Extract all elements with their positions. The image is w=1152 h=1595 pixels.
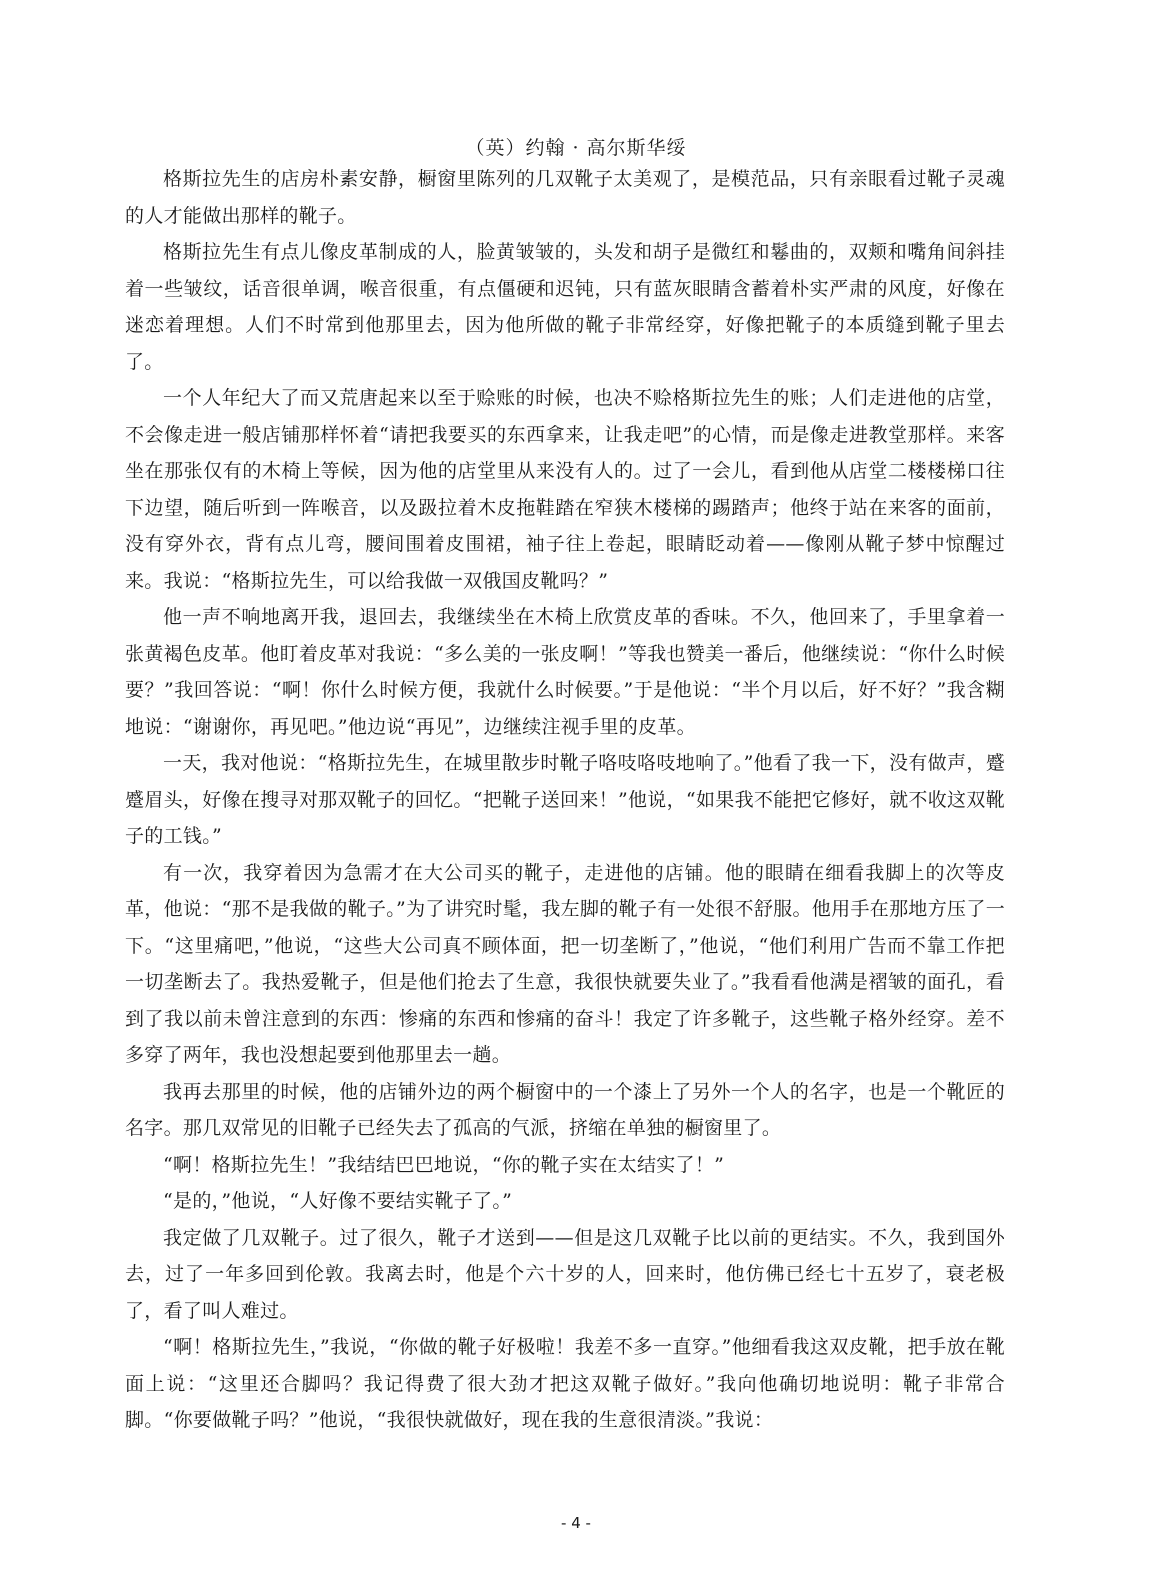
paragraph: 格斯拉先生有点儿像皮革制成的人，脸黄皱皱的，头发和胡子是微红和鬈曲的，双颊和嘴角间斜挂着一些皱纹，话音很单调，喉音很重，有点僵硬和迟钝，只有蓝灰眼睛含蓄着朴实严肃的风度，好像在迷恋着理想。人们不时常到他那里去，因为他所做的靴子非常经穿，好像把靴子的本质缝到靴子里去了。 [125,241,1005,373]
page-number: - 4 - [561,1514,591,1532]
paragraph: 格斯拉先生的店房朴素安静，橱窗里陈列的几双靴子太美观了，是模范品，只有亲眼看过靴子灵魂的人才能做出那样的靴子。 [125,168,1005,227]
paragraph: 我再去那里的时候，他的店铺外边的两个橱窗中的一个漆上了另外一个人的名字，也是一个靴匠的名字。那几双常见的旧靴子已经失去了孤高的气派，挤缩在单独的橱窗里了。 [125,1080,1005,1139]
paragraph: 有一次，我穿着因为急需才在大公司买的靴子，走进他的店铺。他的眼睛在细看我脚上的次等皮革，他说：“那不是我做的靴子。”为了讲究时髦，我左脚的靴子有一处很不舒服。他用手在那地方压了一下。“这里痛吧，”他说，“这些大公司真不顾体面，把一切垄断了，”他说，“他们利用广告而不靠工作把一切垄断去了。我热爱靴子，但是他们抢去了生意，我很快就要失业了。”我看看他满是褶皱的面孔，看到了我以前未曾注意到的东西：惨痛的东西和惨痛的奋斗！我定了许多靴子，这些靴子格外经穿。差不多穿了两年，我也没想起要到他那里去一趟。 [125,861,1005,1066]
paragraph: “是的，”他说，“人好像不要结实靴子了。” [163,1190,513,1212]
story-body [125,161,1005,1439]
paragraph: 他一声不响地离开我，退回去，我继续坐在木椅上欣赏皮革的香味。不久，他回来了，手里拿着一张黄褐色皮革。他盯着皮革对我说：“多么美的一张皮啊！”等我也赞美一番后，他继续说：“你什么时候要？”我回答说：“啊！你什么时候方便，我就什么时候要。”于是他说：“半个月以后，好不好？”我含糊地说：“谢谢你，再见吧。”他边说“再见”，边继续注视手里的皮革。 [125,606,1005,738]
paragraph: 一个人年纪大了而又荒唐起来以至于赊账的时候，也决不赊格斯拉先生的账；人们走进他的店堂，不会像走进一般店铺那样怀着“请把我要买的东西拿来，让我走吧”的心情，而是像走进教堂那样。来客坐在那张仅有的木椅上等候，因为他的店堂里从来没有人的。过了一会儿，看到他从店堂二楼楼梯口往下边望，随后听到一阵喉音，以及趿拉着木皮拖鞋踏在窄狭木楼梯的踢踏声；他终于站在来客的面前，没有穿外衣，背有点儿弯，腰间围着皮围裙，袖子往上卷起，眼睛眨动着——像刚从靴子梦中惊醒过来。我说：“格斯拉先生，可以给我做一双俄国皮靴吗？” [125,387,1005,592]
paragraph: “啊！格斯拉先生！”我结结巴巴地说，“你的靴子实在太结实了！” [163,1153,725,1176]
paragraph: 一天，我对他说：“格斯拉先生，在城里散步时靴子咯吱咯吱地响了。”他看了我一下，没有做声，蹙蹙眉头，好像在搜寻对那双靴子的回忆。“把靴子送回来！”他说，“如果我不能把它修好，就不收这双靴子的工钱。” [125,752,1005,847]
author-line: （英）约翰 · 高尔斯华绥 [465,137,687,159]
paragraph: 我定做了几双靴子。过了很久，靴子才送到——但是这几双靴子比以前的更结实。不久，我到国外去，过了一年多回到伦敦。我离去时，他是个六十岁的人，回来时，他仿佛已经七十五岁了，衰老极了，看了叫人难过。 [125,1226,1005,1322]
paragraph: “啊！格斯拉先生，”我说，“你做的靴子好极啦！我差不多一直穿。”他细看我这双皮靴，把手放在靴面上说：“这里还合脚吗？我记得费了很大劲才把这双靴子做好。”我向他确切地说明：靴子非常合脚。“你要做靴子吗？”他说，“我很快就做好，现在我的生意很清淡。”我说： [125,1336,1005,1431]
